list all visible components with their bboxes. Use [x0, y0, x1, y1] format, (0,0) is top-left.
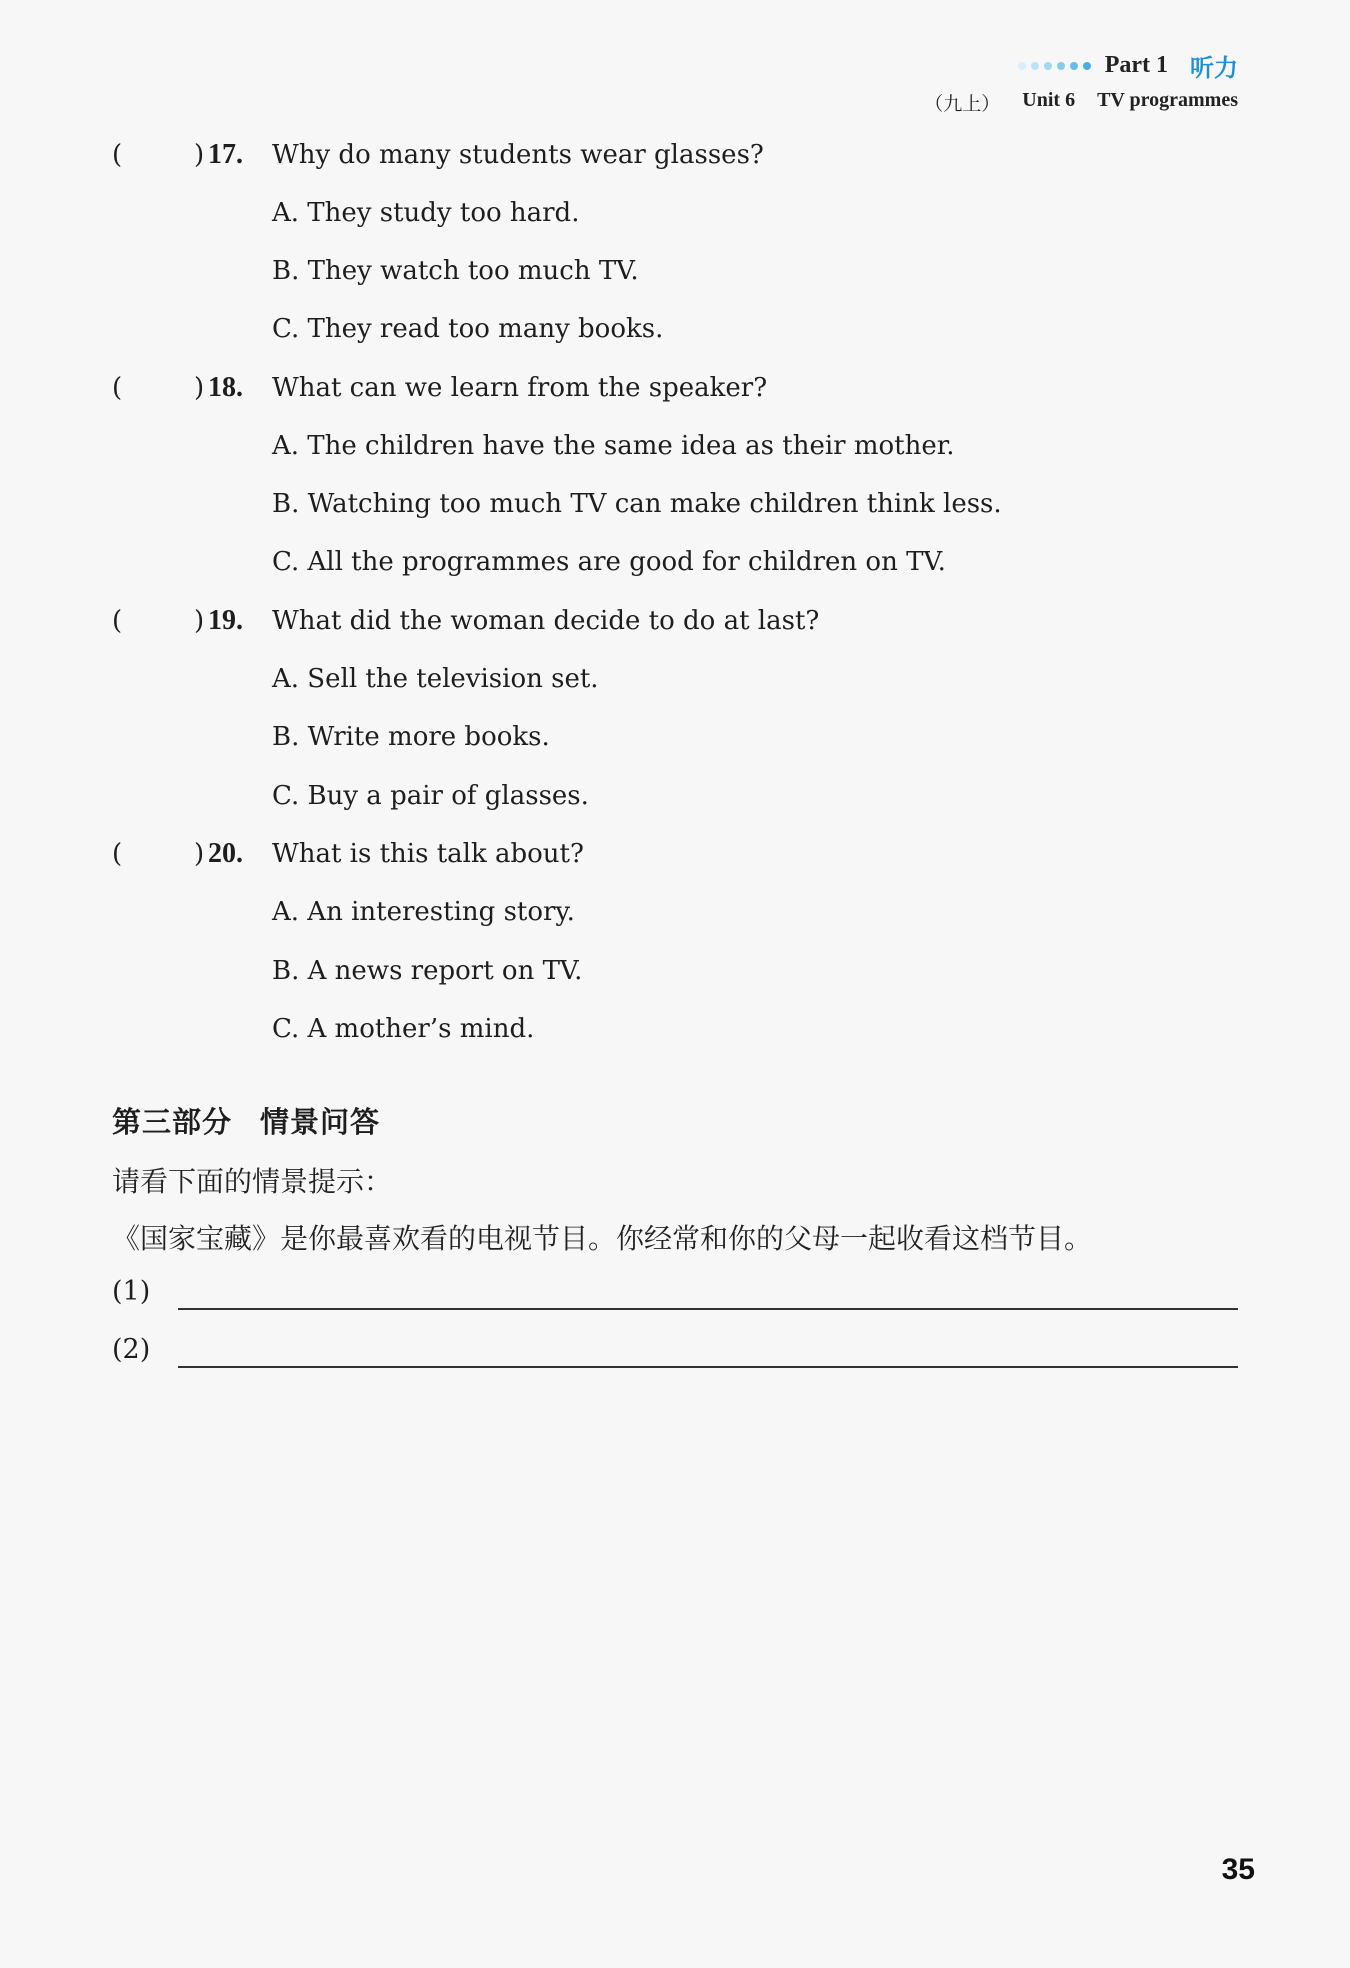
- scenario-prompt: 请看下面的情景提示：: [112, 1165, 393, 1198]
- option-a: A. The children have the same idea as their mother.: [272, 431, 955, 461]
- answer-blank-line[interactable]: [178, 1308, 1238, 1310]
- grade-label: （九上）: [924, 93, 1001, 115]
- answer-bracket-close: ): [194, 373, 205, 403]
- answer-bracket-close: ): [194, 839, 205, 869]
- dot-icon: [1031, 62, 1039, 70]
- answer-label: (1): [112, 1276, 151, 1307]
- question-number: 19.: [208, 605, 243, 636]
- answer-label: (2): [112, 1334, 151, 1365]
- dot-icon: [1070, 62, 1078, 70]
- option-c: C. Buy a pair of glasses.: [272, 781, 589, 811]
- option-a: A. They study too hard.: [272, 198, 580, 228]
- option-c: C. All the programmes are good for children on TV.: [272, 547, 946, 577]
- answer-bracket-close: ): [194, 140, 205, 170]
- option-b: B. A news report on TV.: [272, 956, 583, 986]
- answer-bracket-open[interactable]: (: [112, 140, 123, 170]
- unit-label: Unit 6: [1022, 89, 1076, 111]
- section-title-text: 情景问答: [260, 1105, 381, 1139]
- answer-bracket-open[interactable]: (: [112, 839, 123, 869]
- answer-bracket-open[interactable]: (: [112, 606, 123, 636]
- scenario-text: 《国家宝藏》是你最喜欢看的电视节目。你经常和你的父母一起收看这档节目。: [112, 1222, 1093, 1255]
- question-text: What is this talk about?: [272, 839, 584, 869]
- section-part-label: 第三部分: [112, 1105, 233, 1139]
- header-part-line: [924, 48, 1238, 83]
- decorative-dots: [1018, 62, 1091, 70]
- answer-blank-line[interactable]: [178, 1366, 1238, 1368]
- header-unit-line: [924, 89, 1238, 116]
- question-number: 18.: [208, 372, 243, 403]
- question-text: Why do many students wear glasses?: [272, 140, 764, 170]
- option-b: B. They watch too much TV.: [272, 256, 639, 286]
- dot-icon: [1044, 62, 1052, 70]
- option-b: B. Write more books.: [272, 722, 550, 752]
- question-number: 20.: [208, 838, 243, 869]
- question-number: 17.: [208, 139, 243, 170]
- section-label: 听力: [1190, 54, 1238, 82]
- option-a: A. An interesting story.: [272, 897, 575, 927]
- dot-icon: [1057, 62, 1065, 70]
- answer-field-2[interactable]: [112, 1334, 1238, 1374]
- answer-bracket-close: ): [194, 606, 205, 636]
- dot-icon: [1083, 62, 1091, 70]
- section-title: [112, 1100, 380, 1141]
- page-header: [924, 48, 1238, 116]
- answer-bracket-open[interactable]: (: [112, 373, 123, 403]
- dot-icon: [1018, 62, 1026, 70]
- option-c: C. They read too many books.: [272, 314, 664, 344]
- option-b: B. Watching too much TV can make children think less.: [272, 489, 1002, 519]
- question-text: What did the woman decide to do at last?: [272, 606, 820, 636]
- topic-label: TV programmes: [1097, 89, 1238, 111]
- page-number: 35: [1221, 1853, 1255, 1886]
- answer-field-1[interactable]: [112, 1276, 1238, 1316]
- question-text: What can we learn from the speaker?: [272, 373, 768, 403]
- part-label: Part 1: [1104, 52, 1168, 78]
- option-c: C. A mother’s mind.: [272, 1014, 535, 1044]
- option-a: A. Sell the television set.: [272, 664, 599, 694]
